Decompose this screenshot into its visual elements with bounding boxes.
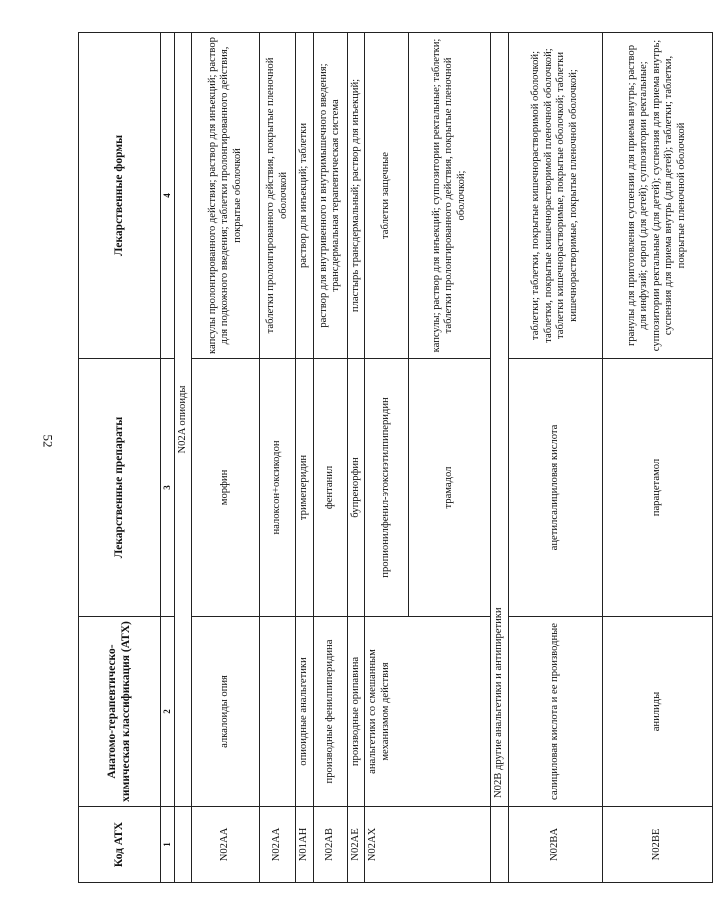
cell-forms: капсулы; раствор для инъекций; суппозитории ректальные; таблетки; таблетки пролонгированного действия, покрытые пленочной оболочкой; xyxy=(409,33,491,359)
table-row xyxy=(602,33,712,883)
cell-forms: таблетки пролонгированного действия, покрытые пленочной оболочкой xyxy=(260,33,296,359)
table-row xyxy=(365,33,409,883)
cell-atc: производные фенилпиперидина xyxy=(313,617,347,807)
table-row xyxy=(296,33,314,883)
cell-drug: тримеперидин xyxy=(296,359,314,617)
cell-forms: гранулы для приготовления суспензии для приема внутрь; раствор для инфузий; сироп (для детей); суппозитории ректальные; суппозитории ректальные (для детей); суспензия для приема внутрь; суспензия для приема внутрь (для детей); таблетки; таблетки, покрытые пленочной оболочкой xyxy=(602,33,712,359)
section-row xyxy=(174,33,192,883)
header-forms: Лекарственные формы xyxy=(79,33,161,359)
cell-code: N02AB xyxy=(313,807,347,883)
table-row xyxy=(347,33,365,883)
table-row xyxy=(508,33,602,883)
cell-forms: пластырь трансдермальный; раствор для инъекций; xyxy=(347,33,365,359)
page-number: 52 xyxy=(40,434,56,448)
cell-forms: раствор для внутривенного и внутримышечного введения; трансдермальная терапевтическая система xyxy=(313,33,347,359)
header-drugs: Лекарственные препараты xyxy=(79,359,161,617)
header-atc: Анатомо-терапевтическо-химическая классификация (АТХ) xyxy=(79,617,161,807)
section-title: N02B другие анальгетики и антипиретики xyxy=(491,33,509,807)
column-number: 2 xyxy=(161,617,175,807)
cell-code: N02BA xyxy=(508,807,602,883)
section-title: N02A опиоиды xyxy=(174,33,192,807)
cell-atc: анальгетики со смешанным механизмом действия xyxy=(365,617,491,807)
column-number: 3 xyxy=(161,359,175,617)
cell-drug: налоксон+оксикодон xyxy=(260,359,296,617)
cell-code: N02AA xyxy=(192,807,260,883)
cell-code: N02BE xyxy=(602,807,712,883)
cell-drug: фентанил xyxy=(313,359,347,617)
drug-table xyxy=(78,32,713,883)
cell-forms: таблетки защечные xyxy=(365,33,409,359)
column-number-row xyxy=(161,33,175,883)
cell-atc xyxy=(260,617,296,807)
cell-forms: таблетки; таблетки, покрытые кишечнорастворимой оболочкой; таблетки, покрытые кишечнорастворимой пленочной оболочкой; таблетки кишечнорастворимые, покрытые оболочкой; таблетки кишечнорастворимые, покрытые пленочной оболочкой; xyxy=(508,33,602,359)
cell-forms: капсулы пролонгированного действия; раствор для инъекций; раствор для подкожного введения; таблетки пролонгированного действия, покрытые оболочкой xyxy=(192,33,260,359)
column-number: 1 xyxy=(161,807,175,883)
cell-drug: пропионилфенил-этоксиэтилпиперидин xyxy=(365,359,409,617)
table-row xyxy=(313,33,347,883)
cell-drug: ацетилсалициловая кислота xyxy=(508,359,602,617)
cell-drug: трамадол xyxy=(409,359,491,617)
cell-drug: парацетамол xyxy=(602,359,712,617)
cell-forms: раствор для инъекций; таблетки xyxy=(296,33,314,359)
header-code: Код АТХ xyxy=(79,807,161,883)
rotated-table-container xyxy=(78,33,687,883)
cell-code: N02AX xyxy=(365,807,491,883)
table-row xyxy=(260,33,296,883)
cell-atc: производные орипавина xyxy=(347,617,365,807)
cell-atc: салициловая кислота и ее производные xyxy=(508,617,602,807)
cell-atc: анилиды xyxy=(602,617,712,807)
table-row xyxy=(192,33,260,883)
header-row xyxy=(79,33,161,883)
cell-atc: алкалоиды опия xyxy=(192,617,260,807)
cell-drug: бупренорфин xyxy=(347,359,365,617)
column-number: 4 xyxy=(161,33,175,359)
cell-code: N02AA xyxy=(260,807,296,883)
section-row xyxy=(491,33,509,883)
cell-code: N02AE xyxy=(347,807,365,883)
cell-code: N01AH xyxy=(296,807,314,883)
cell-drug: морфин xyxy=(192,359,260,617)
cell-atc: опиоидные анальгетики xyxy=(296,617,314,807)
